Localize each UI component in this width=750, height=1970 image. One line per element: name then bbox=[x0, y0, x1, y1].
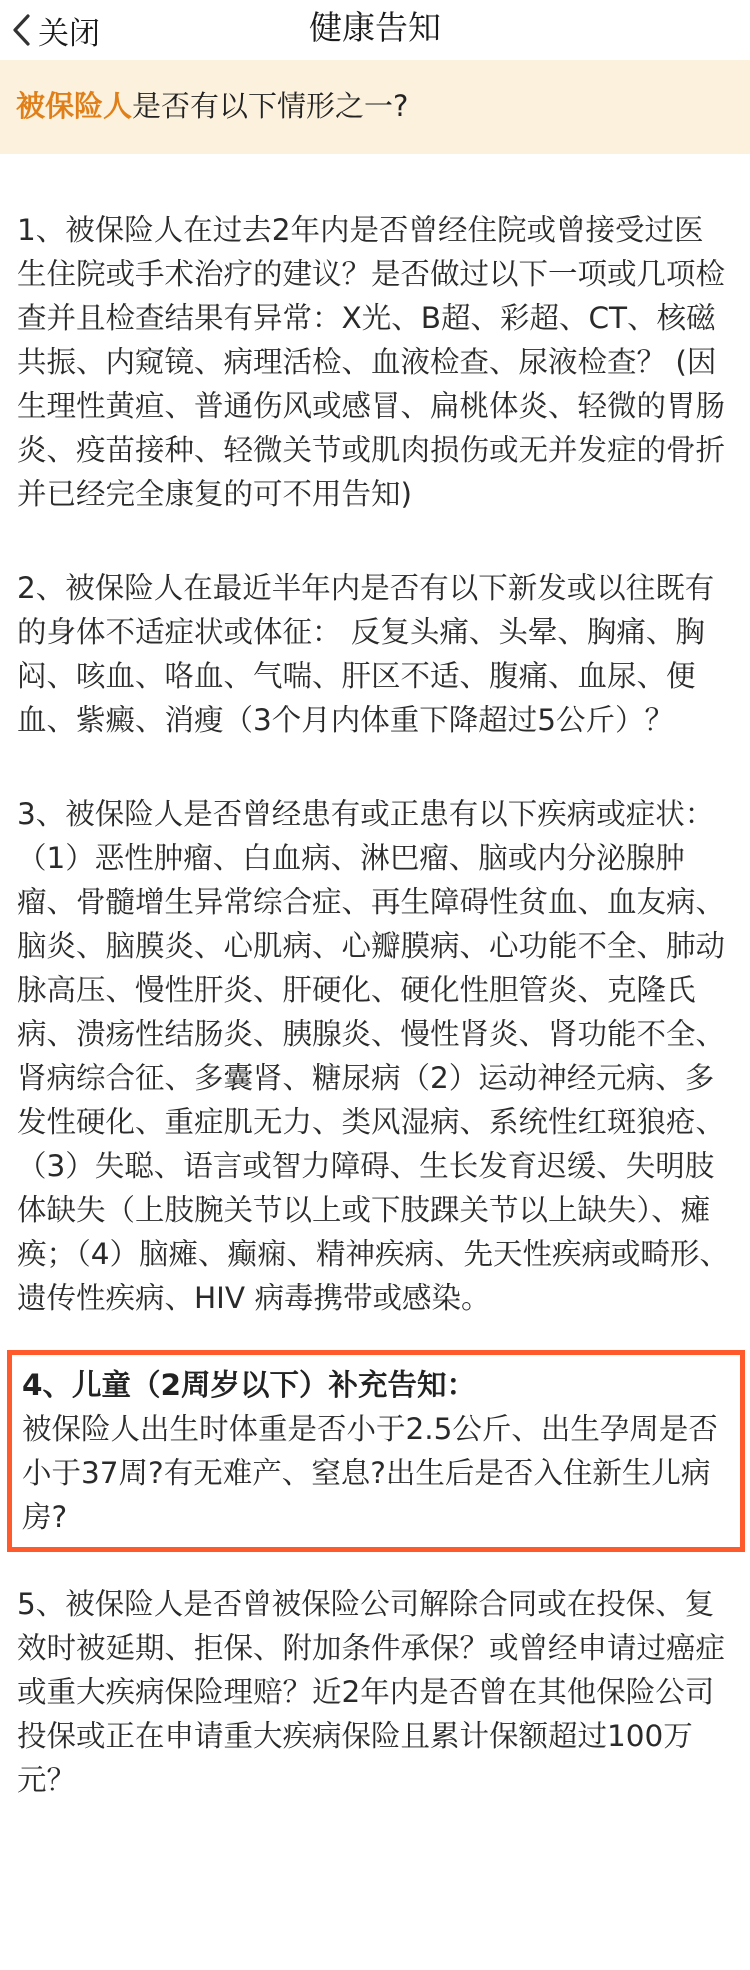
question-2: 2、被保险人在最近半年内是否有以下新发或以往既有的身体不适症状或体征： 反复头痛、头晕、胸痛、胸闷、咳血、咯血、气喘、肝区不适、腹痛、血尿、便血、紫癜、消瘦（3个月内体重下降超过5公斤）？ bbox=[17, 571, 715, 737]
question-banner bbox=[0, 60, 750, 154]
nav-bar bbox=[0, 0, 750, 60]
questions-list bbox=[0, 154, 750, 1802]
banner-highlight: 被保险人 bbox=[16, 89, 133, 123]
chevron-left-icon bbox=[10, 13, 32, 47]
close-button[interactable] bbox=[10, 0, 100, 60]
banner-text: 是否有以下情形之一? bbox=[132, 89, 409, 123]
close-label: 关闭 bbox=[38, 15, 100, 52]
question-5: 5、被保险人是否曾被保险公司解除合同或在投保、复效时被延期、拒保、附加条件承保？或曾经申请过癌症或重大疾病保险理赔？近2年内是否曾在其他保险公司投保或正在申请重大疾病保险且累计保额超过100万元？ bbox=[17, 1587, 726, 1797]
question-4-highlight-box bbox=[7, 1350, 745, 1552]
question-4-heading: 4、儿童（2周岁以下）补充告知： bbox=[22, 1368, 477, 1402]
question-3: 3、被保险人是否曾经患有或正患有以下疾病或症状：（1）恶性肿瘤、白血病、淋巴瘤、脑或内分泌腺肿瘤、骨髓增生异常综合症、再生障碍性贫血、血友病、脑炎、脑膜炎、心肌病、心瓣膜病、心功能不全、肺动脉高压、慢性肝炎、肝硬化、硬化性胆管炎、克隆氏病、溃疡性结肠炎、胰腺炎、慢性肾炎、肾功能不全、肾病综合征、多囊肾、糖尿病（2）运动神经元病、多发性硬化、重症肌无力、类风湿病、系统性红斑狼疮、（3）失聪、语言或智力障碍、生长发育迟缓、失明肢体缺失（上肢腕关节以上或下肢踝关节以上缺失）、瘫痪；（4）脑瘫、癫痫、精神疾病、先天性疾病或畸形、遗传性疾病、HIV 病毒携带或感染。 bbox=[17, 797, 730, 1315]
question-4-body: 被保险人出生时体重是否小于2.5公斤、出生孕周是否小于37周?有无难产、窒息?出生后是否入住新生儿病房? bbox=[22, 1412, 718, 1534]
page-title: 健康告知 bbox=[309, 8, 441, 47]
question-1: 1、被保险人在过去2年内是否曾经住院或曾接受过医生住院或手术治疗的建议？是否做过以下一项或几项检查并且检查结果有异常：X光、B超、彩超、CT、核磁共振、内窥镜、病理活检、血液检查、尿液检查？ (因生理性黄疸、普通伤风或感冒、扁桃体炎、轻微的胃肠炎、疫苗接种、轻微关节或肌肉损伤或无并发症的骨折并已经完全康复的可不用告知) bbox=[17, 213, 726, 511]
